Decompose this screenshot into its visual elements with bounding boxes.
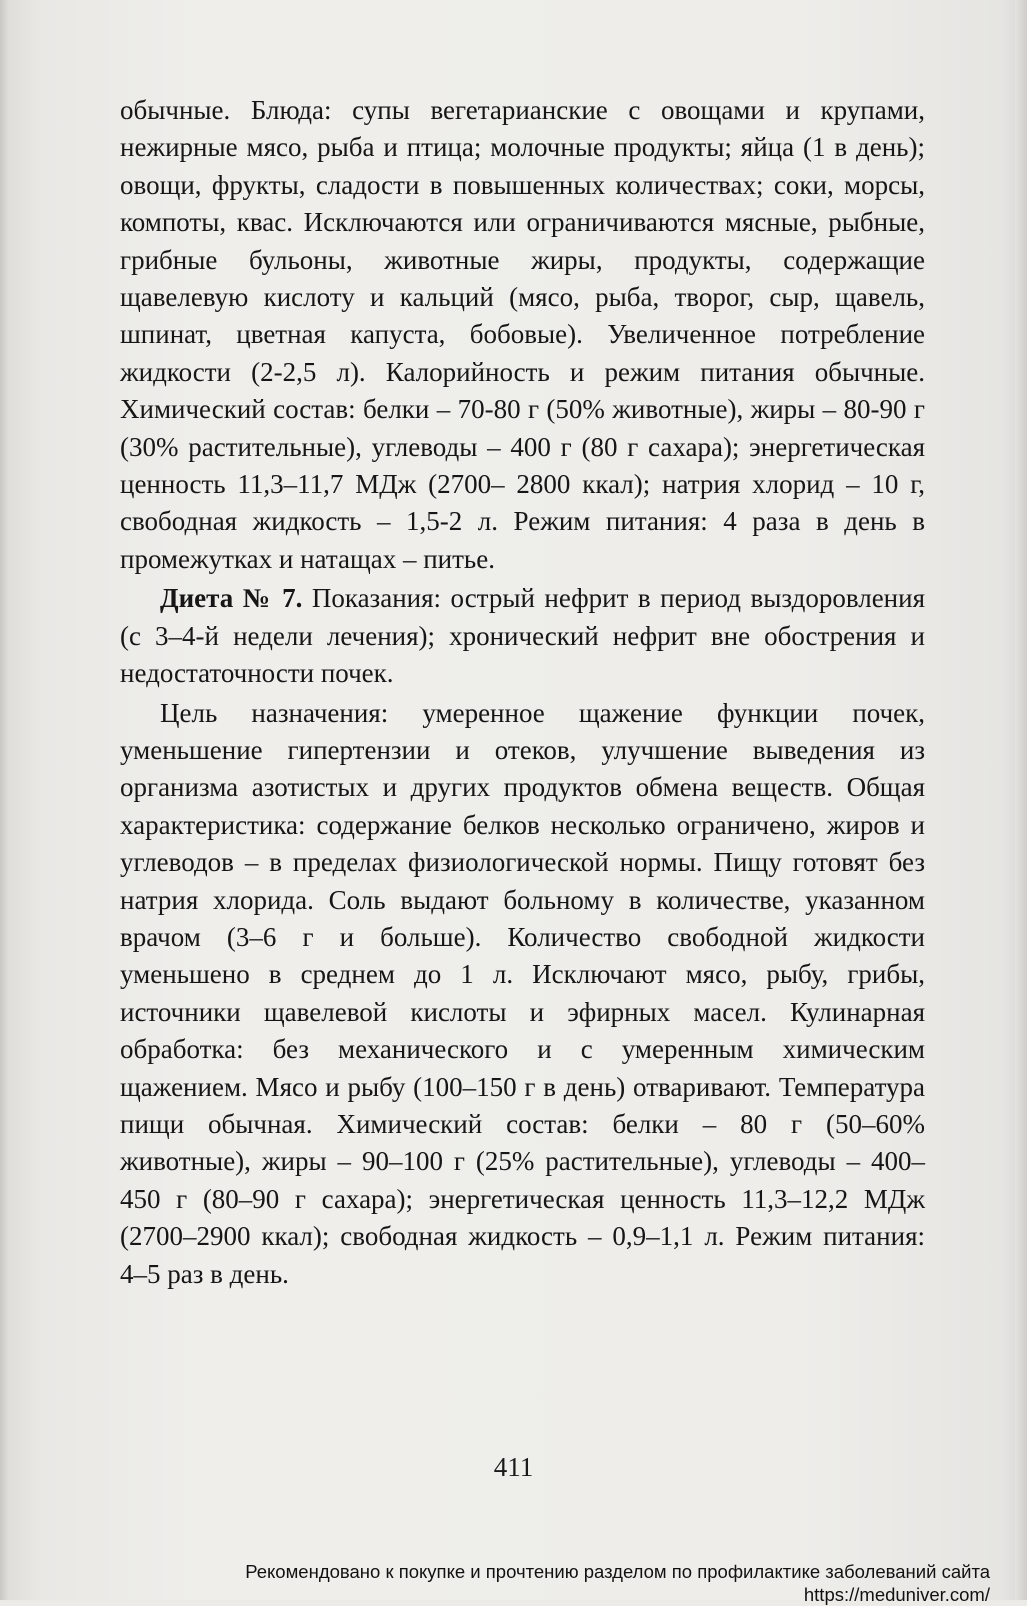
page-number: 411	[493, 1452, 534, 1482]
page-right-edge	[1015, 0, 1027, 1600]
paragraph-2	[120, 580, 925, 692]
body-text	[120, 92, 925, 1293]
diet-7-indications: Показания: острый нефрит в период выздоровления (с 3–4-й недели лечения); хронический нефрит вне обострения и недостаточности почек.	[120, 583, 925, 689]
paragraph-1: обычные. Блюда: супы вегетарианские с овощами и крупами, нежирные мясо, рыба и птица; молочные продукты; яйца (1 в день); овощи, фрукты, сладости в повышенных количествах; соки, морсы, компоты, квас. Исключаются или ограничиваются мясные, рыбные, грибные бульоны, животные жиры, продукты, содержащие щавелевую кислоту и кальций (мясо, рыба, творог, сыр, щавель, шпинат, цветная капуста, бобовые). Увеличенное потребление жидкости (2-2,5 л). Калорийность и режим питания обычные. Химический состав: белки – 70-80 г (50% животные), жиры – 80-90 г (30% растительные), углеводы – 400 г (80 г сахара); энергетическая ценность 11,3–11,7 МДж (2700– 2800 ккал); натрия хлорид – 10 г, свободная жидкость – 1,5-2 л. Режим питания: 4 раза в день в промежутках и натащах – питье.	[120, 95, 925, 574]
diet-7-heading: Диета № 7.	[160, 583, 303, 614]
paragraph-3: Цель назначения: умеренное щажение функции почек, уменьшение гипертензии и отеков, улучшение выведения из организма азотистых и других продуктов обмена веществ. Общая характеристика: содержание белков несколько ограничено, жиров и углеводов – в пределах физиологической нормы. Пищу готовят без натрия хлорида. Соль выдают больному в количестве, указанном врачом (3–6 г и больше). Количество свободной жидкости уменьшено в среднем до 1 л. Исключают мясо, рыбу, грибы, источники щавелевой кислоты и эфирных масел. Кулинарная обработка: без механического и с умеренным химическим щажением. Мясо и рыбу (100–150 г в день) отваривают. Температура пищи обычная. Химический состав: белки – 80 г (50–60% животные), жиры – 90–100 г (25% растительные), углеводы – 400–450 г (80–90 г сахара); энергетическая ценность 11,3–12,2 МДж (2700–2900 ккал); свободная жидкость – 0,9–1,1 л. Режим питания: 4–5 раз в день.	[120, 697, 925, 1289]
footer-note: Рекомендовано к покупке и прочтению разделом по профилактике заболеваний сайта https://meduniver.com/	[245, 1561, 990, 1605]
page-left-edge	[0, 0, 10, 1600]
